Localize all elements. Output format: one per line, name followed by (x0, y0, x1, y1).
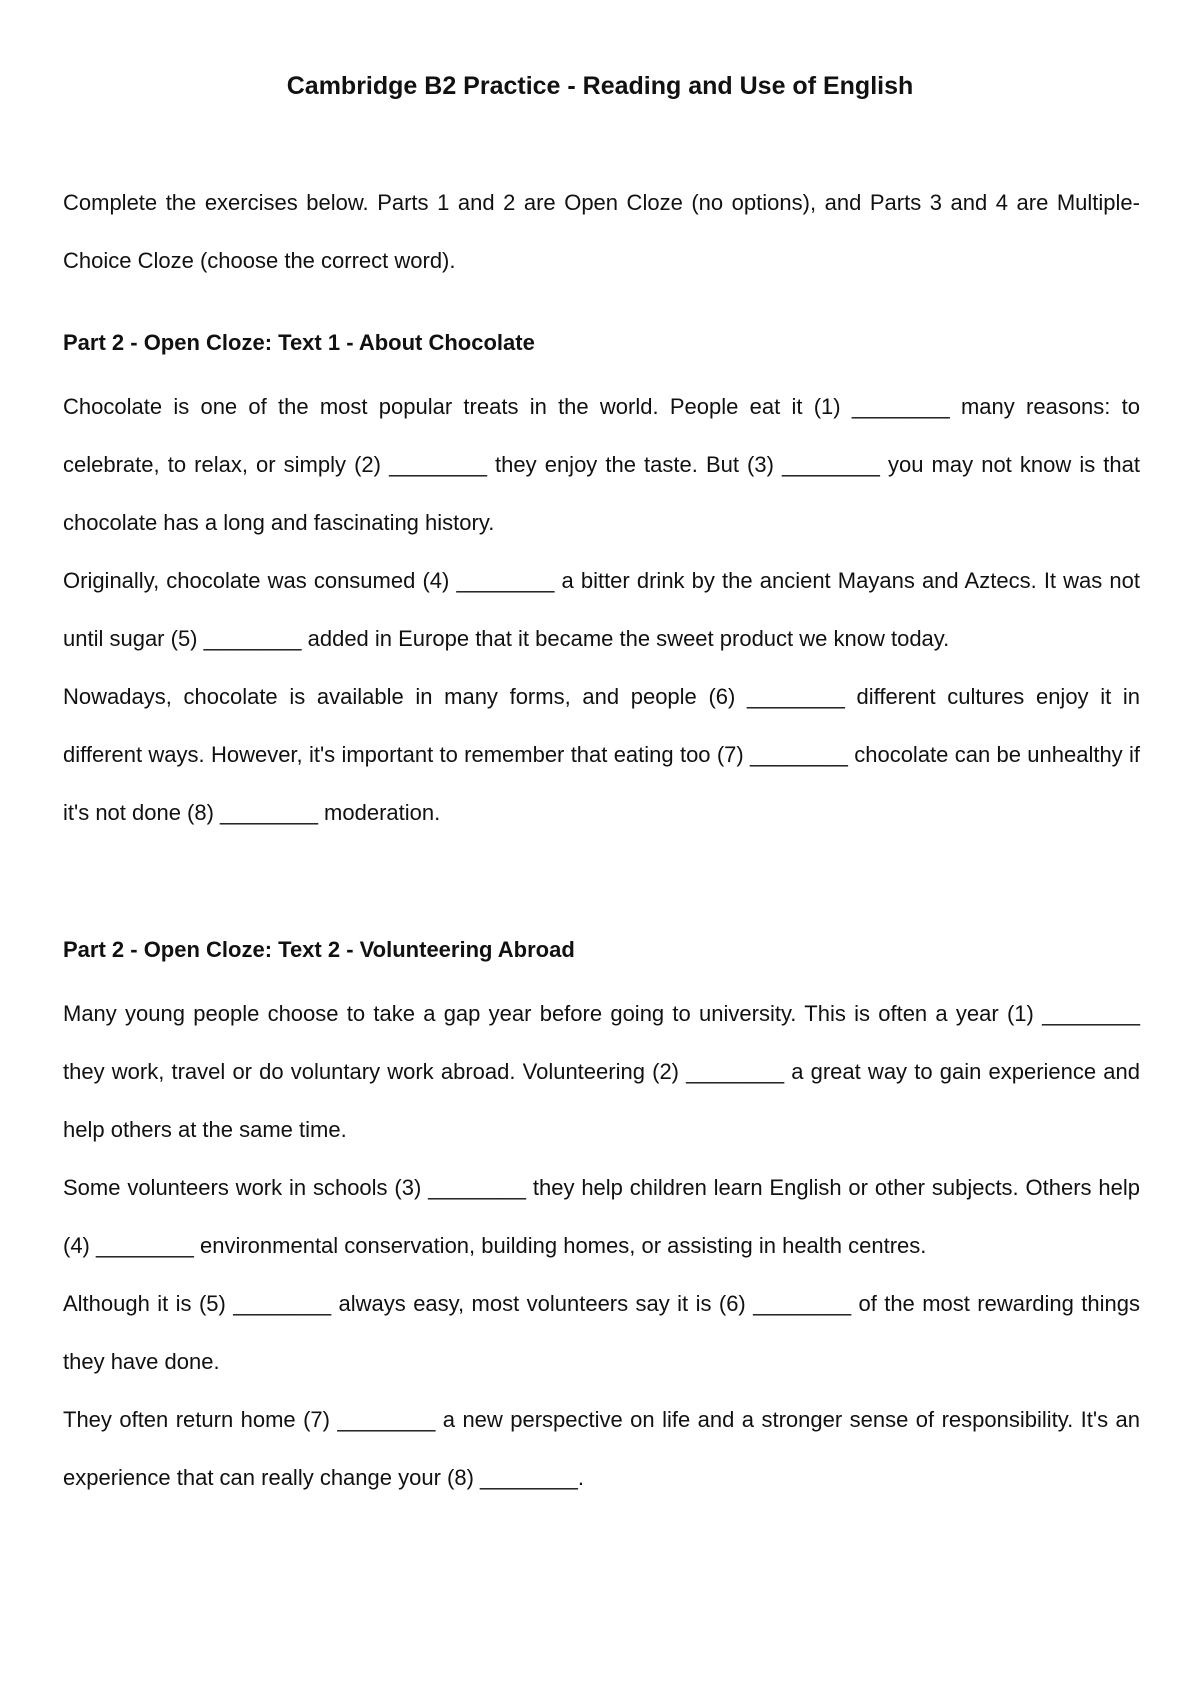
cloze-paragraph: They often return home (7) ________ a new perspective on life and a stronger sense of responsibility. It's an experience that can really change your (8) ________. (63, 1407, 1140, 1490)
cloze-paragraph: Chocolate is one of the most popular treats in the world. People eat it (1) ________ many reasons: to celebrate, to relax, or simply (2) ________ they enjoy the taste. But (3) ________ you may not know is that chocolate has a long and fascinating history. (63, 394, 1140, 535)
section-volunteering (63, 930, 1140, 1507)
cloze-paragraph: Although it is (5) ________ always easy, most volunteers say it is (6) ________ of the most rewarding things they have done. (63, 1291, 1140, 1374)
instructions-paragraph: Complete the exercises below. Parts 1 and 2 are Open Cloze (no options), and Parts 3 and 4 are Multiple-Choice Cloze (choose the correct word). (63, 190, 1140, 273)
cloze-paragraph: Some volunteers work in schools (3) ________ they help children learn English or other subjects. Others help (4) ________ environmental conservation, building homes, or assisting in health centres. (63, 1175, 1140, 1258)
section-heading: Part 2 - Open Cloze: Text 2 - Volunteering Abroad (63, 937, 575, 962)
cloze-paragraph: Originally, chocolate was consumed (4) ________ a bitter drink by the ancient Mayans and Aztecs. It was not until sugar (5) ________ added in Europe that it became the sweet product we know today. (63, 568, 1140, 651)
cloze-paragraph: Many young people choose to take a gap year before going to university. This is often a year (1) ________ they work, travel or do voluntary work abroad. Volunteering (2) ________ a great way to gain experience and help others at the same time. (63, 1001, 1140, 1142)
page-title: Cambridge B2 Practice - Reading and Use of English (286, 72, 914, 100)
section-heading: Part 2 - Open Cloze: Text 1 - About Chocolate (63, 330, 535, 355)
cloze-paragraph: Nowadays, chocolate is available in many forms, and people (6) ________ different cultures enjoy it in different ways. However, it's important to remember that eating too (7) ________ chocolate can be unhealthy if it's not done (8) ________ moderation. (63, 684, 1140, 825)
section-chocolate (63, 323, 1140, 842)
